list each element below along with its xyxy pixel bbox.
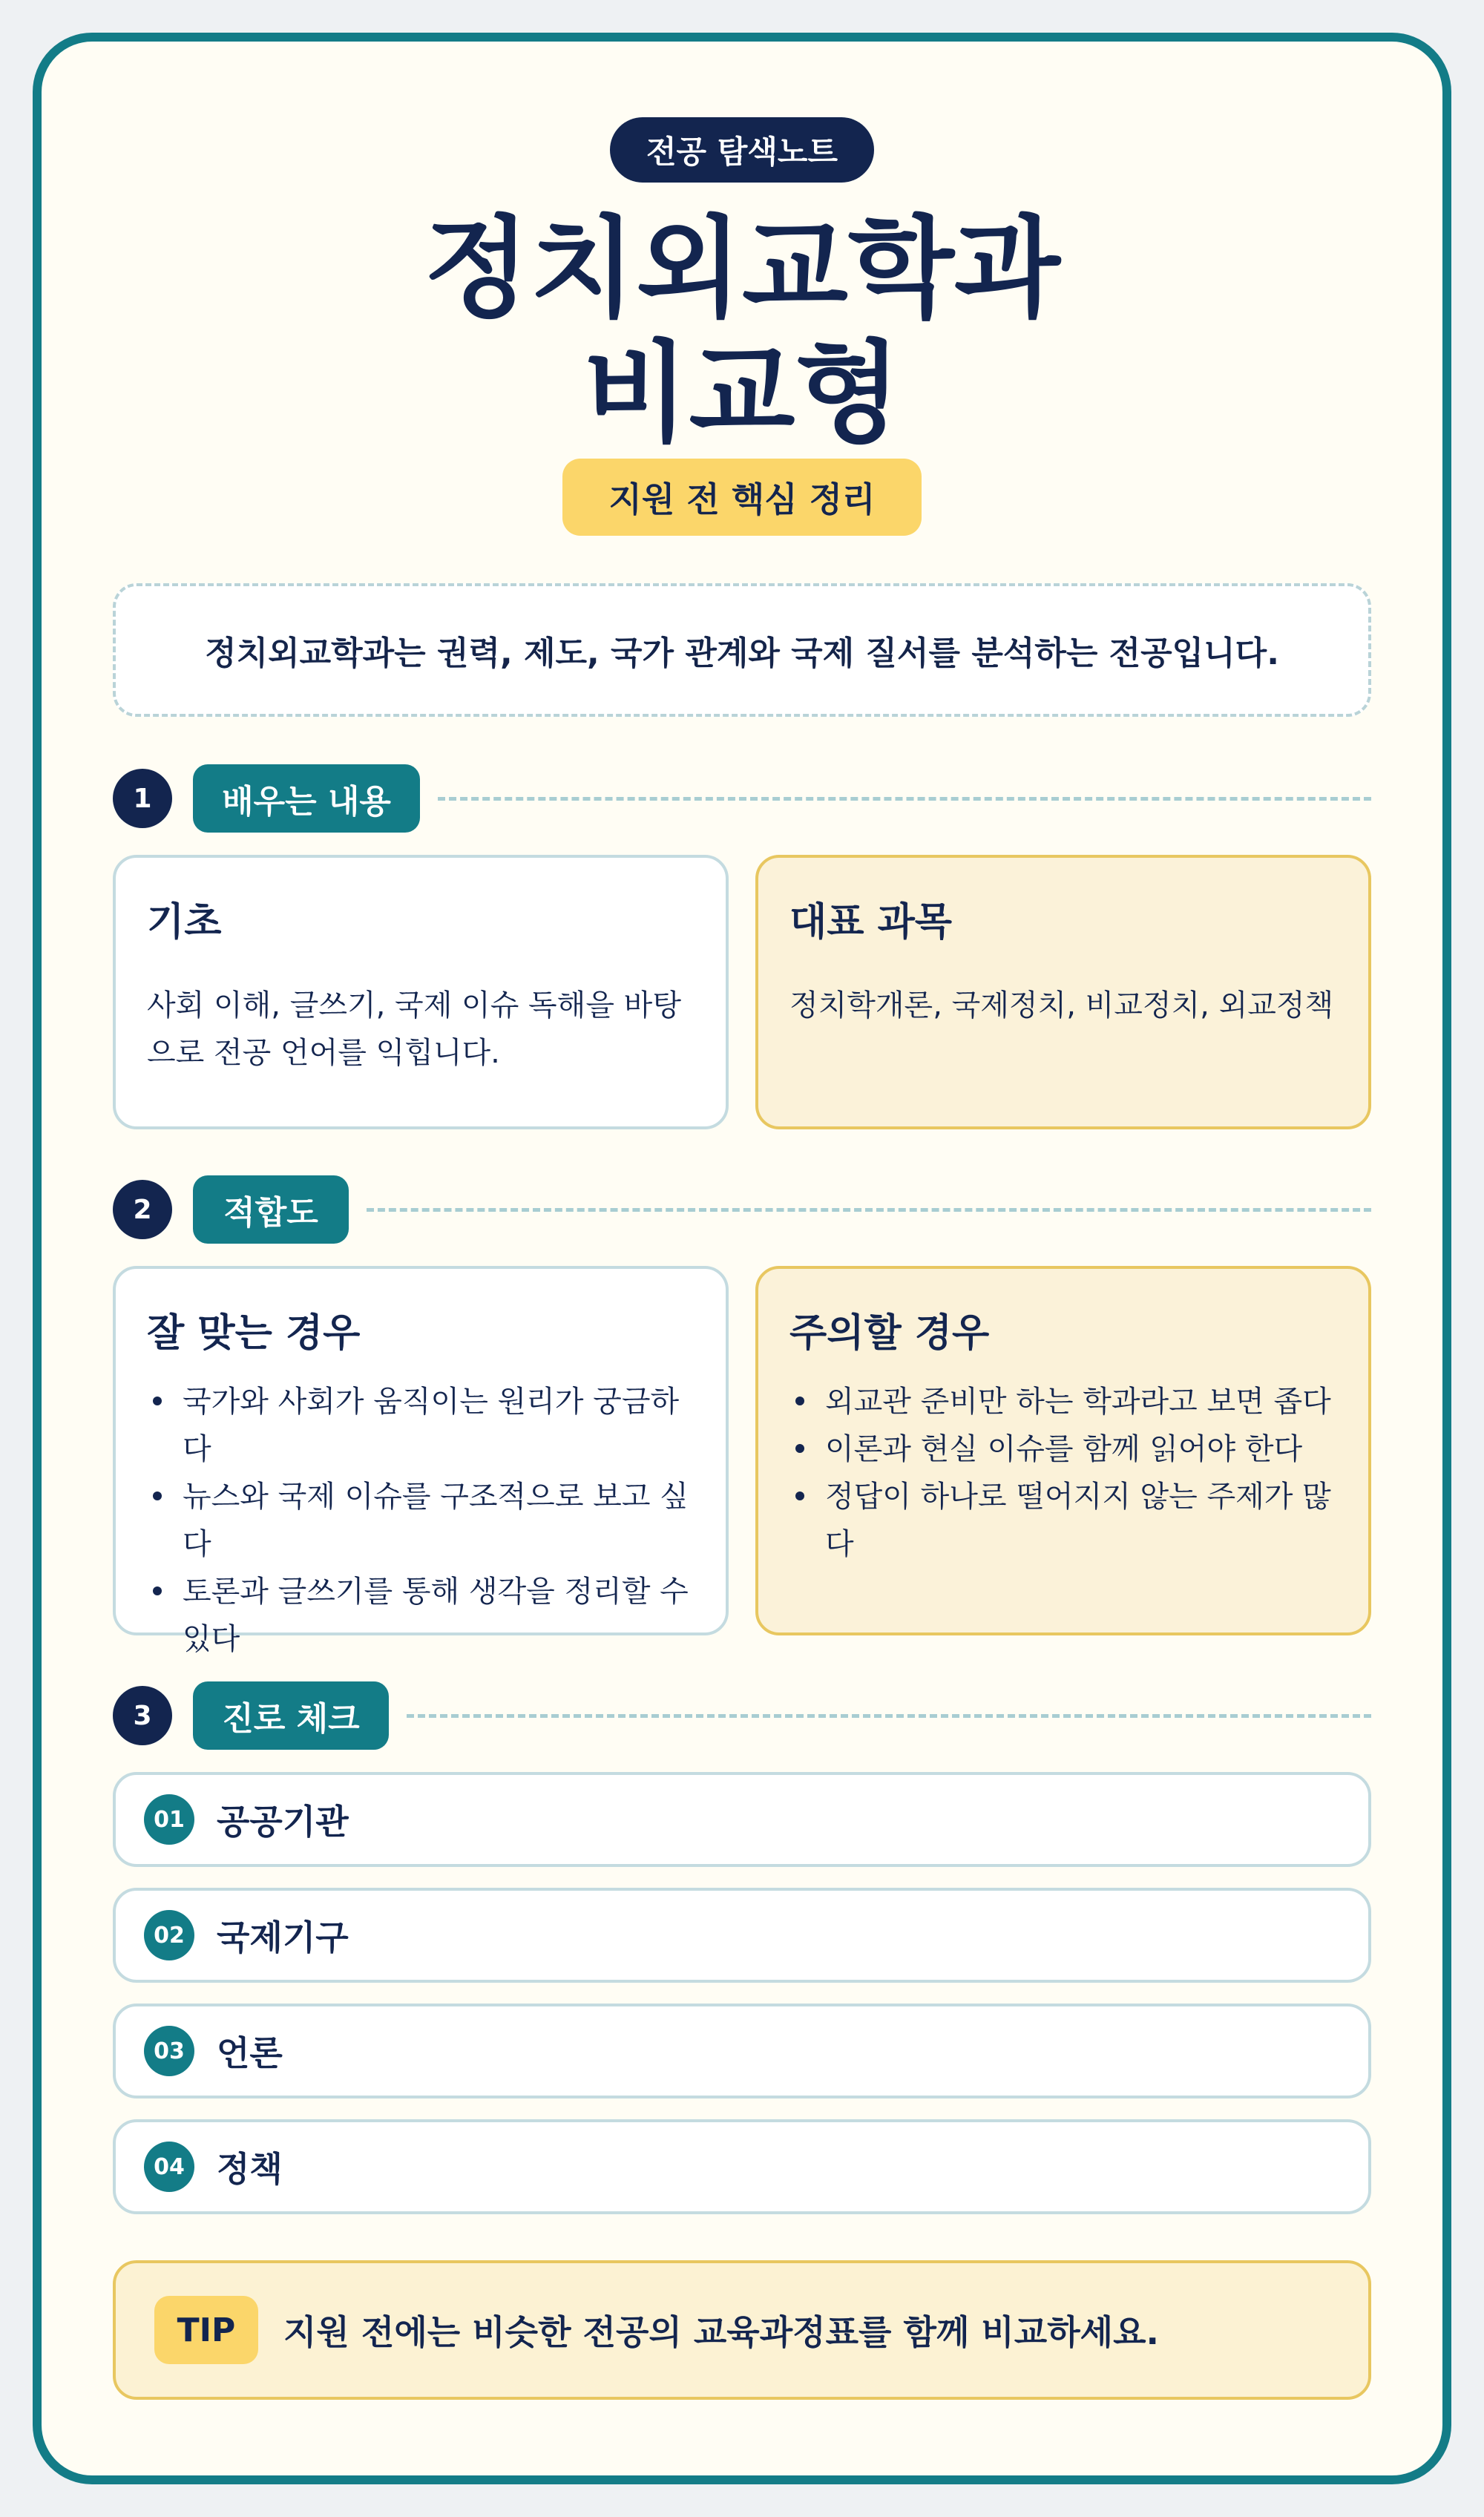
section-1-label: 배우는 내용 <box>193 764 420 833</box>
section-3-number: 3 <box>113 1686 172 1745</box>
card-main-courses <box>755 855 1371 1129</box>
card-basics-title: 기초 <box>147 900 222 945</box>
career-item-press <box>113 2004 1371 2098</box>
caution-item: 외교관 준비만 하는 학과라고 보면 좁다 <box>789 1378 1337 1425</box>
career-label: 국제기구 <box>217 1917 349 1958</box>
good-fit-item: 토론과 글쓰기를 통해 생각을 정리할 수 있다 <box>147 1568 695 1663</box>
career-label: 언론 <box>217 2033 283 2073</box>
section-2-label: 적합도 <box>193 1175 349 1244</box>
career-number-badge: 03 <box>144 2026 194 2076</box>
subtitle-badge: 지원 전 핵심 정리 <box>562 459 922 536</box>
career-number-badge: 04 <box>144 2142 194 2192</box>
card-good-fit-title: 잘 맞는 경우 <box>147 1311 361 1356</box>
card-caution-title: 주의할 경우 <box>789 1311 990 1356</box>
section-1-number: 1 <box>113 769 172 828</box>
career-item-policy <box>113 2119 1371 2214</box>
good-fit-item: 국가와 사회가 움직이는 원리가 궁금하다 <box>147 1378 695 1473</box>
section-3-label: 진로 체크 <box>193 1681 389 1750</box>
tip-tag: TIP <box>154 2296 258 2364</box>
caution-item: 정답이 하나로 떨어지지 않는 주제가 많다 <box>789 1473 1337 1568</box>
career-item-international-org <box>113 1888 1371 1983</box>
card-caution <box>755 1266 1371 1635</box>
card-basics-text: 사회 이해, 글쓰기, 국제 이슈 독해을 바탕으로 전공 언어를 익힙니다. <box>147 988 681 1070</box>
page-title-line2: 비교형 <box>582 329 902 457</box>
card-main-courses-text: 정치학개론, 국제정치, 비교정치, 외교정책 <box>789 988 1334 1023</box>
tip-box <box>113 2260 1371 2400</box>
career-label: 공공기관 <box>217 1802 349 1842</box>
intro-text: 정치외교학과는 권력, 제도, 국가 관계와 국제 질서를 분석하는 전공입니다. <box>205 634 1279 672</box>
page-title-line1: 정치외교학과 <box>424 205 1060 332</box>
header-badge: 전공 탐색노트 <box>610 117 874 183</box>
good-fit-list <box>147 1378 695 1663</box>
career-item-public-agency <box>113 1772 1371 1867</box>
section-1-divider <box>438 797 1371 801</box>
caution-list <box>789 1378 1337 1568</box>
section-2-divider <box>367 1208 1371 1212</box>
section-3-divider <box>407 1714 1371 1718</box>
section-2-number: 2 <box>113 1180 172 1239</box>
card-basics <box>113 855 729 1129</box>
career-number-badge: 02 <box>144 1910 194 1960</box>
good-fit-item: 뉴스와 국제 이슈를 구조적으로 보고 싶다 <box>147 1473 695 1568</box>
career-number-badge: 01 <box>144 1794 194 1845</box>
tip-text: 지원 전에는 비슷한 전공의 교육과정표를 함께 비교하세요. <box>283 2312 1160 2352</box>
intro-box <box>113 583 1371 717</box>
card-good-fit <box>113 1266 729 1656</box>
career-label: 정책 <box>217 2149 283 2189</box>
card-main-courses-title: 대표 과목 <box>789 900 953 945</box>
caution-item: 이론과 현실 이슈를 함께 읽어야 한다 <box>789 1425 1337 1473</box>
